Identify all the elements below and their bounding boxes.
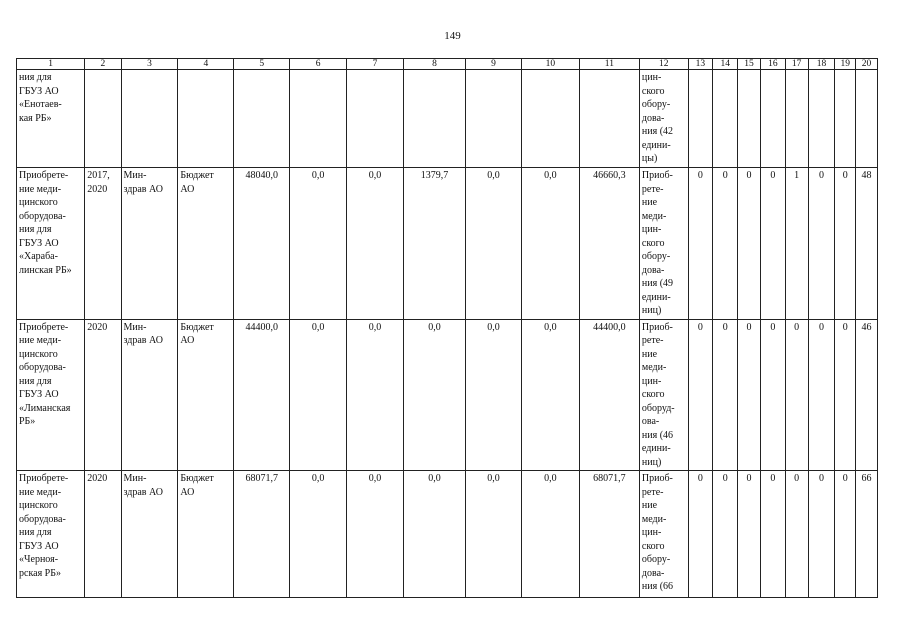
years-cell [85, 70, 121, 168]
value-cell: 48040,0 [234, 168, 290, 320]
column-number: 3 [121, 59, 178, 70]
measure-name-cell [17, 168, 85, 320]
value-cell: 0,0 [290, 319, 347, 471]
value-cell: 0,0 [521, 168, 579, 320]
value-cell [466, 70, 522, 168]
value-cell: 0,0 [347, 319, 404, 471]
value-cell: 0,0 [403, 471, 465, 598]
executor-cell [121, 319, 178, 471]
table-row [17, 70, 878, 168]
indicator-cell: 0 [688, 168, 713, 320]
measure-name-cell [17, 319, 85, 471]
result-cell [639, 168, 688, 320]
table-row [17, 471, 878, 598]
indicator-cell: 0 [738, 319, 761, 471]
years-cell [85, 471, 121, 598]
executor: Мин- здрав АО [123, 473, 163, 498]
source-cell [178, 471, 234, 598]
indicator-cell [688, 70, 713, 168]
value-cell [290, 70, 347, 168]
column-number: 20 [856, 59, 878, 70]
indicator-cell [808, 70, 835, 168]
executor-cell [121, 70, 178, 168]
column-number: 19 [835, 59, 856, 70]
value-cell: 0,0 [466, 471, 522, 598]
column-number: 1 [17, 59, 85, 70]
executor-cell [121, 168, 178, 320]
indicator-cell [785, 70, 808, 168]
measure-name: Приобрете- ние меди- цинского оборудова- ния для ГБУЗ АО «Хараба- линская РБ» [19, 170, 72, 276]
indicator-cell [713, 70, 738, 168]
value-cell: 0,0 [466, 319, 522, 471]
years-cell [85, 319, 121, 471]
measure-name: ния для ГБУЗ АО «Енотаев- кая РБ» [19, 72, 62, 124]
table-row [17, 168, 878, 320]
column-number: 4 [178, 59, 234, 70]
column-number: 12 [639, 59, 688, 70]
years: 2017, 2020 [87, 170, 110, 195]
value-cell: 68071,7 [234, 471, 290, 598]
value-cell: 0,0 [290, 168, 347, 320]
indicator-cell: 0 [688, 471, 713, 598]
value-cell [521, 70, 579, 168]
indicator-cell: 0 [738, 471, 761, 598]
indicator-cell: 0 [835, 471, 856, 598]
indicator-cell: 66 [856, 471, 878, 598]
indicator-cell [760, 70, 785, 168]
column-number: 10 [521, 59, 579, 70]
result-cell [639, 319, 688, 471]
value-cell: 0,0 [290, 471, 347, 598]
indicator-cell: 0 [713, 319, 738, 471]
indicator-cell: 0 [808, 471, 835, 598]
value-cell: 44400,0 [579, 319, 639, 471]
measure-name: Приобрете- ние меди- цинского оборудова- ния для ГБУЗ АО «Лиманская РБ» [19, 321, 71, 427]
indicator-cell: 0 [713, 471, 738, 598]
column-number: 13 [688, 59, 713, 70]
indicator-cell: 1 [785, 168, 808, 320]
table-row [17, 319, 878, 471]
value-cell: 0,0 [521, 471, 579, 598]
value-cell [347, 70, 404, 168]
executor: Мин- здрав АО [123, 321, 163, 346]
source-cell [178, 70, 234, 168]
indicator-cell: 46 [856, 319, 878, 471]
indicator-cell: 0 [785, 471, 808, 598]
result-cell [639, 471, 688, 598]
value-cell [234, 70, 290, 168]
executor-cell [121, 471, 178, 598]
indicator-cell [856, 70, 878, 168]
column-number: 15 [738, 59, 761, 70]
indicator-cell: 0 [713, 168, 738, 320]
indicator-cell: 0 [808, 168, 835, 320]
value-cell [579, 70, 639, 168]
budget-table [16, 58, 878, 598]
value-cell: 46660,3 [579, 168, 639, 320]
indicator-cell [738, 70, 761, 168]
column-number: 16 [760, 59, 785, 70]
column-number: 2 [85, 59, 121, 70]
result-text: Приоб- рете- ние меди- цин- ского обору- дова- ния (66 [641, 473, 674, 592]
value-cell: 0,0 [521, 319, 579, 471]
value-cell: 1379,7 [403, 168, 465, 320]
column-number: 7 [347, 59, 404, 70]
indicator-cell: 0 [738, 168, 761, 320]
indicator-cell: 0 [760, 319, 785, 471]
column-number: 6 [290, 59, 347, 70]
indicator-cell [835, 70, 856, 168]
funding-source: Бюджет АО [180, 170, 214, 195]
funding-source: Бюджет АО [180, 473, 214, 498]
indicator-cell: 48 [856, 168, 878, 320]
value-cell: 0,0 [466, 168, 522, 320]
column-number: 17 [785, 59, 808, 70]
value-cell: 0,0 [347, 471, 404, 598]
indicator-cell: 0 [760, 471, 785, 598]
result-cell [639, 70, 688, 168]
indicator-cell: 0 [835, 168, 856, 320]
executor: Мин- здрав АО [123, 170, 163, 195]
column-number: 11 [579, 59, 639, 70]
measure-name-cell [17, 471, 85, 598]
years-cell [85, 168, 121, 320]
value-cell: 68071,7 [579, 471, 639, 598]
funding-source: Бюджет АО [180, 321, 214, 346]
measure-name-cell [17, 70, 85, 168]
value-cell: 0,0 [347, 168, 404, 320]
indicator-cell: 0 [785, 319, 808, 471]
column-number-row [17, 59, 878, 70]
indicator-cell: 0 [760, 168, 785, 320]
value-cell: 0,0 [403, 319, 465, 471]
column-number: 14 [713, 59, 738, 70]
value-cell [403, 70, 465, 168]
column-number: 8 [403, 59, 465, 70]
column-number: 9 [466, 59, 522, 70]
indicator-cell: 0 [688, 319, 713, 471]
page-number: 149 [444, 30, 461, 42]
years: 2020 [87, 321, 108, 333]
value-cell: 44400,0 [234, 319, 290, 471]
column-number: 5 [234, 59, 290, 70]
indicator-cell: 0 [835, 319, 856, 471]
result-text: цин- ского обору- дова- ния (42 едини- цы) [641, 72, 674, 164]
indicator-cell: 0 [808, 319, 835, 471]
years: 2020 [87, 473, 108, 484]
source-cell [178, 168, 234, 320]
result-text: Приоб- рете- ние меди- цин- ского обору- дова- ния (49 едини- ниц) [641, 170, 674, 316]
source-cell [178, 319, 234, 471]
column-number: 18 [808, 59, 835, 70]
result-text: Приоб- рете- ние меди- цин- ского оборуд- ова- ния (46 едини- ниц) [641, 321, 675, 468]
measure-name: Приобрете- ние меди- цинского оборудова- ния для ГБУЗ АО «Черноя- рская РБ» [19, 473, 69, 579]
